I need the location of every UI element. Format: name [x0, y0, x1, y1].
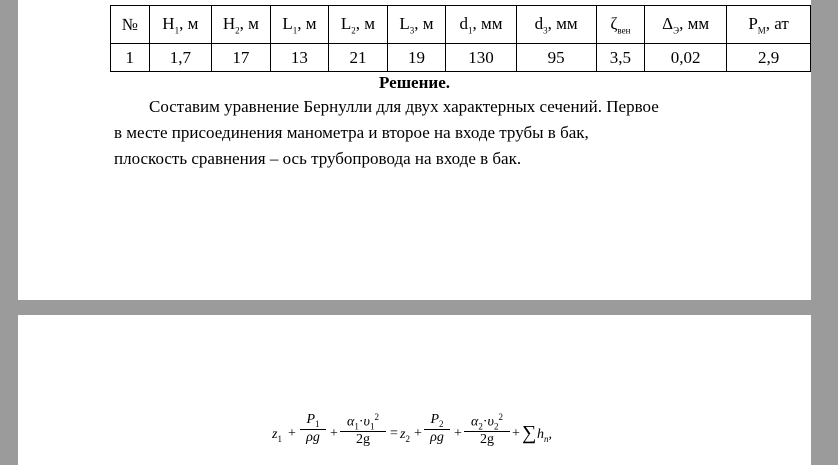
sum-symbol: ∑ [522, 422, 537, 444]
equals-sign: = [390, 426, 398, 441]
header-cell-zeta: $\zeta_{вен}$ [596, 6, 644, 44]
plus-sign: + [330, 426, 338, 441]
fraction-p2-rhog: $\frac{P_2}{\rho g}$ [424, 412, 450, 446]
header-cell-delta: $\Delta_Э$, мм [645, 6, 727, 44]
header-cell-number: № [111, 6, 150, 44]
table-cell: 130 [446, 44, 516, 72]
solution-paragraph [114, 94, 754, 172]
table-cell: 3,5 [596, 44, 644, 72]
term-z1: $z_1$ [272, 427, 282, 444]
document-page-2 [18, 315, 811, 465]
plus-sign: + [512, 426, 520, 441]
table-cell: 21 [329, 44, 388, 72]
table-cell: 19 [387, 44, 446, 72]
table-header-row [111, 6, 811, 44]
plus-sign: + [288, 426, 296, 441]
fraction-a1-v1: $\frac{\alpha_1\cdot\upsilon_1^2}{2g}$ [340, 412, 386, 448]
document-page-1 [18, 0, 811, 300]
header-cell-h2: $H_2$, м [212, 6, 271, 44]
table-cell: 17 [212, 44, 271, 72]
paragraph-line: в месте присоединения манометра и второе на входе трубы в бак, [114, 123, 589, 142]
parameters-table [110, 5, 811, 72]
plus-sign: + [414, 426, 422, 441]
header-cell-d3: $d_3$, мм [516, 6, 596, 44]
table-cell: 1 [111, 44, 150, 72]
term-hp: $h_п$, [537, 427, 552, 444]
table-cell: 0,02 [645, 44, 727, 72]
header-cell-l1: $L_1$, м [270, 6, 329, 44]
table-row [111, 44, 811, 72]
header-cell-d1: $d_1$, мм [446, 6, 516, 44]
header-cell-pm: $P_М$, ат [727, 6, 811, 44]
fraction-p1-rhog: $\frac{P_1}{\rho g}$ [300, 412, 326, 446]
header-cell-l3: $L_3$, м [387, 6, 446, 44]
table-cell: 13 [270, 44, 329, 72]
table-cell: 2,9 [727, 44, 811, 72]
table-cell: 1,7 [149, 44, 211, 72]
header-cell-h1: $H_1$, м [149, 6, 211, 44]
term-z2: $z_2$ [400, 427, 410, 444]
paragraph-line: плоскость сравнения – ось трубопровода на входе в бак. [114, 149, 522, 168]
solution-heading: Решение. [379, 73, 450, 92]
paragraph-line: Составим уравнение Бернулли для двух характерных сечений. Первое [149, 97, 659, 116]
plus-sign: + [454, 426, 462, 441]
header-cell-l2: $L_2$, м [329, 6, 388, 44]
fraction-a2-v2: $\frac{\alpha_2\cdot\upsilon_2^2}{2g}$ [464, 412, 510, 448]
table-cell: 95 [516, 44, 596, 72]
